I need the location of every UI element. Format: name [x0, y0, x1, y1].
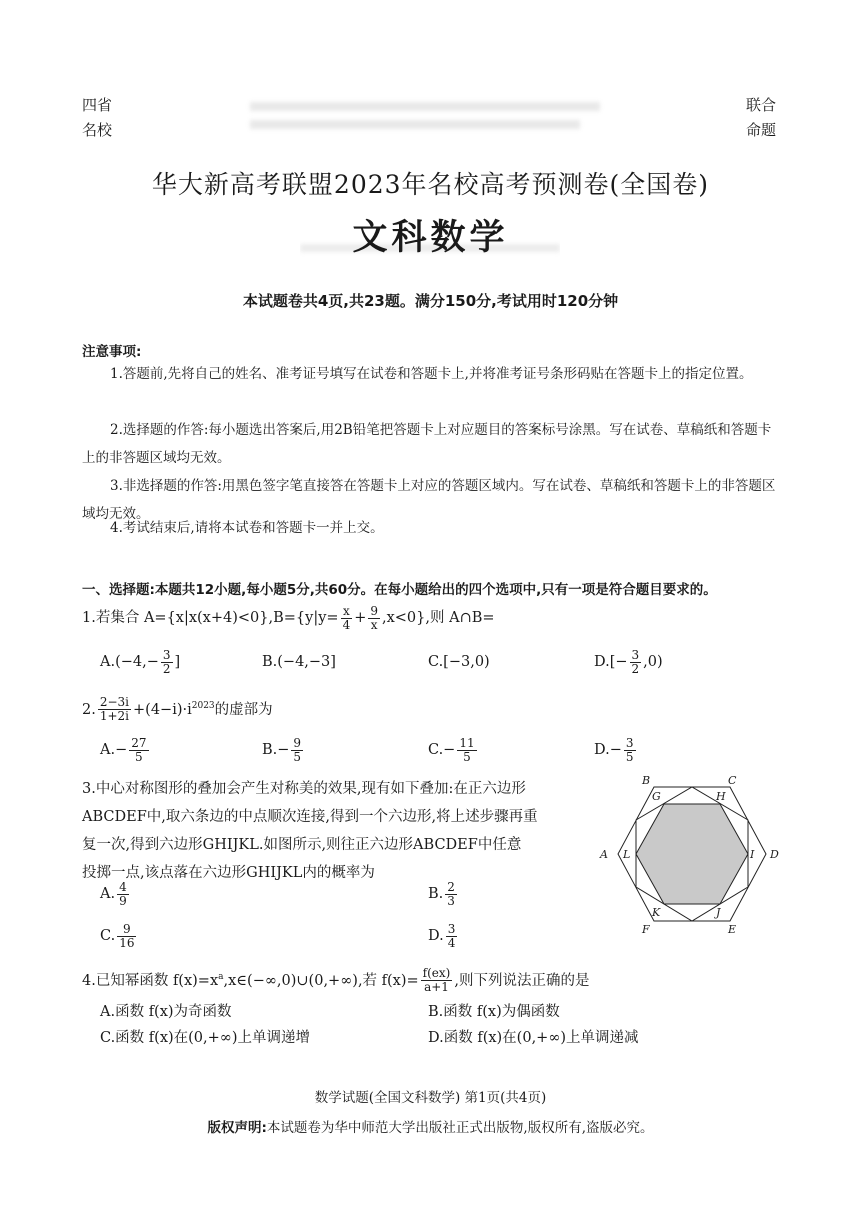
label-l: L [623, 848, 631, 861]
header-watermark [240, 96, 610, 136]
notice-item-2: 2.选择题的作答:每小题选出答案后,用2B铅笔把答题卡上对应题目的答案标号涂黑。写在试卷、草稿纸和答题卡上的非答题区域均无效。 [82, 422, 772, 466]
label-b: B [642, 774, 651, 787]
q2-optC-frac [457, 737, 476, 764]
copyright-text: 本试题卷为华中师范大学出版社正式出版物,版权所有,盗版必究。 [266, 1120, 654, 1136]
q4-frac-den: a+1 [424, 980, 449, 995]
q3-optC-pre: C. [100, 928, 116, 944]
q3-optB-den: 3 [447, 893, 455, 908]
label-h: H [716, 790, 726, 803]
question-1 [82, 604, 842, 632]
q1-optD-num: 3 [631, 647, 640, 662]
q4-frac-num: f(ex) [422, 966, 451, 981]
header-left-line2: 名校 [82, 121, 113, 139]
q3-option-b [428, 880, 459, 908]
exam-info: 本试题卷共4页,共23题。满分150分,考试用时120分钟 [242, 292, 619, 310]
notice-item-3: 3.非选择题的作答:用黑色签字笔直接答在答题卡上对应的答题区域内。写在试卷、草稿纸和答题卡上的非答题区域均无效。 [82, 478, 776, 522]
q3-line-1: 3.中心对称图形的叠加会产生对称美的效果,现有如下叠加:在正六边形 [82, 781, 526, 797]
q1-frac-1-den: 4 [342, 617, 351, 632]
q2-optD-num: 3 [625, 735, 634, 750]
q1-optD-pre: D.[− [594, 654, 628, 670]
q1-optD-frac [630, 649, 642, 676]
q2-option-c [428, 736, 479, 764]
section-heading: 一、选择题:本题共12小题,每小题5分,共60分。在每小题给出的四个选项中,只有一项是符合题目要求的。 [82, 582, 717, 598]
q3-option-d [428, 922, 459, 950]
q1-optD-den: 2 [631, 661, 640, 676]
question-3 [82, 775, 602, 887]
q2-stem: +(4−i)·i [133, 701, 192, 718]
q4-stem-b: ,x∈(−∞,0)∪(0,+∞),若 f(x)= [223, 972, 419, 989]
label-g: G [652, 790, 661, 803]
q2-optD-frac [624, 737, 636, 764]
label-j: J [716, 906, 721, 919]
q2-optA-frac [129, 737, 148, 764]
q2-frac-num: 2−3i [99, 695, 130, 710]
q2-optB-num: 9 [293, 735, 302, 750]
label-d: D [770, 848, 779, 861]
q1-option-b: B.(−4,−3] [262, 654, 336, 670]
label-a: A [600, 848, 608, 861]
q4-stem-c: ,则下列说法正确的是 [454, 972, 590, 989]
q1-optA-num: 3 [162, 647, 171, 662]
q3-line-4: 投掷一点,该点落在六边形GHIJKL内的概率为 [82, 865, 375, 881]
notice-item-1: 1.答题前,先将自己的姓名、准考证号填写在试卷和答题卡上,并将准考证号条形码贴在答题卡上的指定位置。 [110, 366, 753, 382]
q3-optC-frac [117, 923, 136, 950]
q3-optD-pre: D. [428, 928, 444, 944]
q4-frac [421, 967, 453, 994]
header-right [746, 93, 776, 143]
q3-optD-den: 4 [447, 935, 456, 950]
q1-stem-b: ,x<0},则 A∩B= [382, 610, 495, 626]
q3-line-3: 复一次,得到六边形GHIJKL.如图所示,则往正六边形ABCDEF中任意 [82, 837, 522, 853]
q2-optA-pre: A.− [100, 742, 128, 758]
label-c: C [728, 774, 737, 787]
q1-option-d [594, 648, 663, 676]
q2-frac-den: 1+2i [99, 709, 130, 724]
q1-frac-2 [368, 605, 380, 632]
page-footer: 数学试题(全国文科数学) 第1页(共4页) [314, 1090, 547, 1106]
copyright-notice [0, 1116, 861, 1136]
copyright-label: 版权声明: [207, 1120, 267, 1136]
q3-option-c [100, 922, 138, 950]
q2-optC-den: 5 [463, 749, 471, 764]
q4-option-a: A.函数 f(x)为奇函数 [100, 1004, 232, 1020]
label-k: K [652, 906, 661, 919]
header-left-line1: 四省 [82, 96, 113, 114]
q2-option-d [594, 736, 638, 764]
label-e: E [728, 923, 737, 936]
hexagon-ghijkl [636, 804, 748, 904]
q1-optA-frac [161, 649, 173, 676]
q2-optC-num: 11 [459, 735, 475, 750]
q2-exponent: 2023 [191, 701, 215, 711]
q1-optA-pre: A.(−4,− [100, 654, 159, 670]
q4-stem-a: 4.已知幂函数 f(x)=x [82, 972, 219, 989]
question-2 [82, 692, 842, 724]
notice-item-4: 4.考试结束后,请将本试卷和答题卡一并上交。 [110, 520, 384, 536]
q3-optD-num: 3 [447, 921, 456, 936]
q2-optD-pre: D.− [594, 742, 622, 758]
q3-optB-pre: B. [428, 886, 444, 902]
header-left [82, 93, 112, 143]
q3-option-a [100, 880, 131, 908]
q2-stem-b: 的虚部为 [214, 701, 273, 718]
q2-optB-den: 5 [293, 749, 302, 764]
q2-option-a [100, 736, 151, 764]
q2-frac [98, 696, 131, 723]
q3-optA-pre: A. [100, 886, 116, 902]
q3-optB-num: 2 [447, 879, 455, 894]
q4-option-b: B.函数 f(x)为偶函数 [428, 1004, 560, 1020]
q4-option-c: C.函数 f(x)在(0,+∞)上单调递增 [100, 1030, 311, 1046]
q1-optD-post: ,0) [643, 654, 663, 670]
q2-optA-den: 5 [135, 749, 143, 764]
q1-option-a [100, 648, 180, 676]
q3-optC-den: 16 [119, 935, 135, 950]
q3-optD-frac [446, 923, 458, 950]
q1-optA-post: ] [174, 654, 181, 670]
notice-heading: 注意事项: [82, 344, 142, 360]
q1-stem-a: 1.若集合 A={x|x(x+4)<0},B={y|y= [82, 610, 339, 626]
q1-optA-den: 2 [162, 661, 171, 676]
q3-optC-num: 9 [117, 923, 136, 937]
q3-optA-num: 4 [119, 879, 127, 894]
question-4 [82, 963, 842, 995]
q4-exponent: a [218, 972, 224, 982]
q1-frac-2-num: 9 [370, 603, 378, 618]
label-f: F [642, 923, 650, 936]
exam-subject: 文科数学 [352, 218, 509, 258]
q3-line-2: ABCDEF中,取六条边的中点顺次连接,得到一个六边形,将上述步骤再重 [82, 809, 538, 825]
q4-option-d: D.函数 f(x)在(0,+∞)上单调递减 [428, 1030, 639, 1046]
label-i: I [750, 848, 755, 861]
q2-number: 2. [82, 701, 96, 718]
q1-frac-1 [341, 605, 353, 632]
exam-title: 华大新高考联盟2023年名校高考预测卷(全国卷) [151, 170, 710, 199]
q2-option-b [262, 736, 305, 764]
q1-frac-2-den: x [370, 617, 378, 632]
q3-optA-frac [117, 881, 129, 908]
q2-optA-num: 27 [131, 735, 147, 750]
q2-optD-den: 5 [625, 749, 634, 764]
q3-optB-frac [445, 881, 457, 908]
q2-optC-pre: C.− [428, 742, 456, 758]
watermark-graphic [240, 96, 610, 136]
header-right-line1: 联合 [746, 96, 777, 114]
header-right-line2: 命题 [746, 121, 777, 139]
q1-option-c: C.[−3,0) [428, 654, 490, 670]
q1-plus: + [354, 610, 367, 626]
q3-optA-den: 9 [119, 893, 127, 908]
q1-frac-1-num: x [341, 605, 353, 619]
hexagon-figure [590, 770, 790, 940]
q2-optB-frac [291, 737, 303, 764]
q2-optB-pre: B.− [262, 742, 290, 758]
